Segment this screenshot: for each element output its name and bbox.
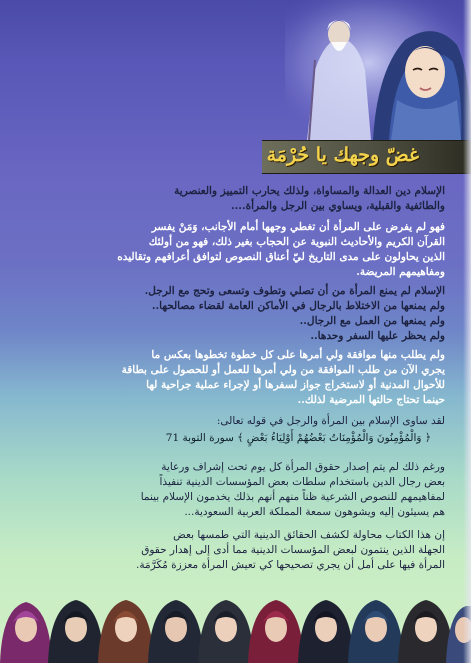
portrait-illustration: [285, 0, 471, 140]
paragraph-6: [141, 460, 445, 520]
text-line: فهو لم يفرض على المرأة أن تغطي وجهها أمام الأجانب، وَمَنْ يفسر: [151, 221, 445, 233]
title-band: [262, 140, 471, 174]
portrait-8: [348, 600, 404, 663]
women-portraits-row: [0, 588, 471, 663]
paragraph-3: [145, 284, 445, 344]
text-line: ولم يحظر عليها السفر وحدها..: [310, 330, 445, 342]
portrait-9: [398, 600, 454, 663]
text-line: القرآن الكريم والأحاديث النبوية عن الحجاب بغير ذلك، فهو من أولئك: [148, 236, 445, 248]
text-line: ولم يطلب منها موافقة ولي أمرها على كل خطوة تخطوها بعكس ما: [151, 349, 445, 361]
quran-verse: [166, 432, 431, 444]
text-line: المرأة فيها على أمل أن يجري تصحيحها كي تعيش المرأة معززة مُكَرَّمَة.: [135, 559, 445, 571]
text-line: ولم يمنعها من الاختلاط بالرجال في الأماكن العامة لقضاء مصالحها..: [151, 300, 445, 312]
paragraph-5: [217, 414, 445, 429]
portrait-4: [148, 600, 204, 663]
portrait-3: [98, 600, 154, 663]
paragraph-4: [122, 348, 445, 408]
text-line: حينما تحتاج حالتها المرضية لذلك..: [297, 394, 445, 406]
verse-text: ﴿ وَالْمُؤْمِنُونَ وَالْمُؤْمِنَاتُ بَعْضُهُمْ أَوْلِيَاءُ بَعْضٍ ﴾ سورة التوبة 71: [165, 432, 431, 444]
text-line: والطائفية والقبلية، ويساوي بين الرجل والمرأة....: [230, 200, 445, 212]
page-title: غضّ وجهك يا حُرْمَة: [266, 144, 419, 166]
text-line: ورغم ذلك لم يتم إصدار حقوق المرأة كل يوم تحت إشراف ورعاية: [161, 461, 445, 473]
portrait-2: [48, 600, 104, 663]
text-line: الإسلام لم يمنع المرأة من أن تصلي وتطوف وتسعى وتحج مع الرجل.: [144, 285, 445, 297]
text-line: للأحوال المدنية أو لاستخراج جواز لسفرها أو لإجراء عملية جراحية لها: [146, 379, 445, 391]
text-line: لقد ساوى الإسلام بين المرأة والرجل في قوله تعالى:: [216, 415, 445, 427]
text-line: لمفاهيمهم للنصوص الشرعية ظناً منهم أنهم بذلك يخدمون الإسلام بينما: [140, 491, 445, 503]
page-edge: [463, 0, 471, 663]
text-line: الجهلة الذين ينتمون لبعض المؤسسات الدينية مما أدى إلى إهدار حقوق: [141, 544, 445, 556]
text-line: هم يسيئون إليه ويشوهون سمعة المملكة العربية السعودية...: [184, 506, 445, 518]
paragraph-7: [136, 528, 445, 573]
text-line: الإسلام دين العدالة والمساواة، ولذلك يحارب التمييز والعنصرية: [174, 185, 445, 197]
portrait-6: [248, 600, 304, 663]
text-line: يجري الآن من طلب الموافقة من ولي أمرها للعمل أو للحصول على بطاقة: [121, 364, 445, 376]
portrait-5: [198, 600, 254, 663]
text-line: ومفاهيمهم المريضة.: [356, 266, 445, 278]
text-line: ولم يمنعها من العمل مع الرجال..: [299, 315, 445, 327]
portrait-1: [0, 602, 52, 663]
text-line: الذين يحاولون على مدى التاريخ ليّ أعناق النصوص لتوافق أعرافهم وتقاليده: [117, 251, 445, 263]
text-line: بعض رجال الدين باستخدام سلطات بعض المؤسسات الدينية تنفيذاً: [159, 476, 445, 488]
paragraph-1: [174, 184, 445, 214]
paragraph-2: [117, 220, 445, 280]
text-line: إن هذا الكتاب محاولة لكشف الحقائق الدينية التي طمسها بعض: [173, 529, 445, 541]
portrait-7: [298, 600, 354, 663]
